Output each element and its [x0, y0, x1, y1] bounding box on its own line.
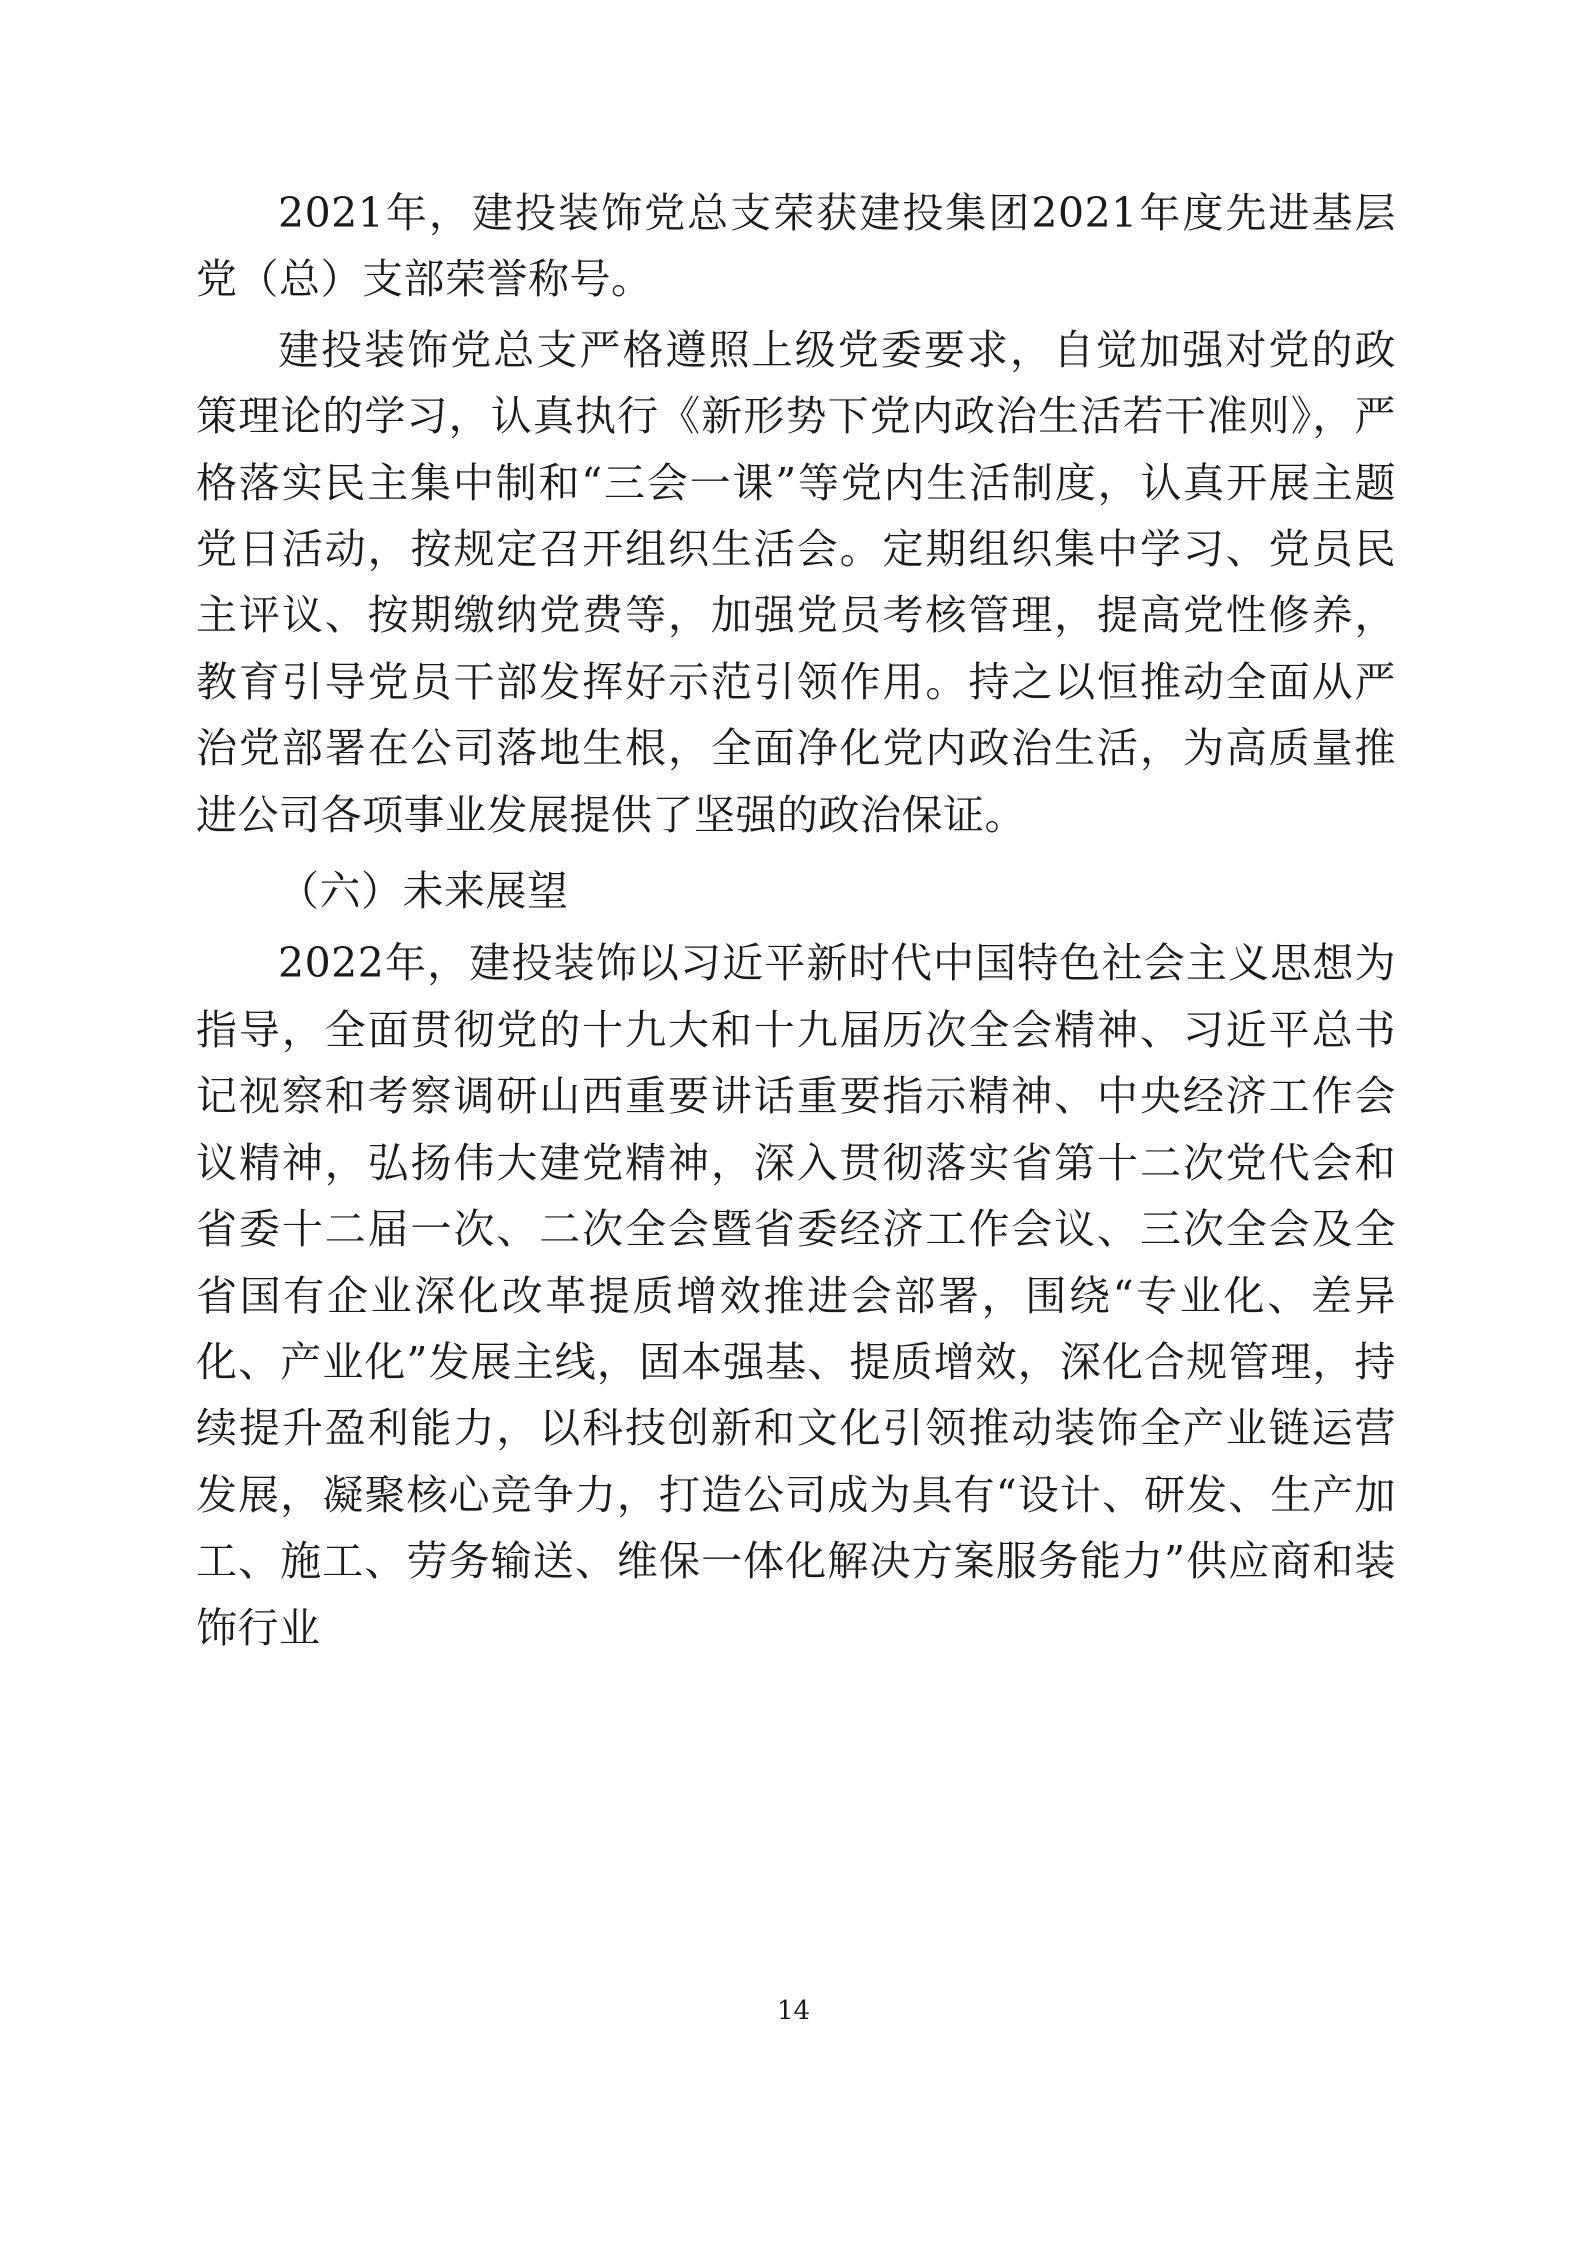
- page-number: 14: [776, 1996, 811, 2026]
- section-heading-future-outlook: （六）未来展望: [278, 867, 569, 916]
- paragraph-party-branch-work: 建投装饰党总支严格遵照上级党委要求，自觉加强对党的政策理论的学习，认真执行《新形势下党内政治生活若干准则》，严格落实民主集中制和“三会一课”等党内生活制度，认真开展主题党日活动，按规定召开组织生活会。定期组织集中学习、党员民主评议、按期缴纳党费等，加强党员考核管理，提高党性修养，教育引导党员干部发挥好示范引领作用。持之以恒推动全面从严治党部署在公司落地生根，全面净化党内政治生活，为高质量推进公司各项事业发展提供了坚强的政治保证。: [196, 325, 1396, 839]
- paragraph-honor: 2021年，建投装饰党总支荣获建投集团2021年度先进基层党（总）支部荣誉称号。: [196, 189, 1396, 304]
- paragraph-2022-outlook: 2022年，建投装饰以习近平新时代中国特色社会主义思想为指导，全面贯彻党的十九大和十九届历次全会精神、习近平总书记视察和考察调研山西重要讲话重要指示精神、中央经济工作会议精神，弘扬伟大建党精神，深入贯彻落实省第十二次党代会和省委十二届一次、二次全会暨省委经济工作会议、三次全会及全省国有企业深化改革提质增效推进会部署，围绕“专业化、差异化、产业化”发展主线，固本强基、提质增效，深化合规管理，持续提升盈利能力，以科技创新和文化引领推动装饰全产业链运营发展，凝聚核心竞争力，打造公司成为具有“设计、研发、生产加工、施工、劳务输送、维保一体化解决方案服务能力”供应商和装饰行业: [196, 939, 1396, 1652]
- page-body: [196, 180, 1396, 1667]
